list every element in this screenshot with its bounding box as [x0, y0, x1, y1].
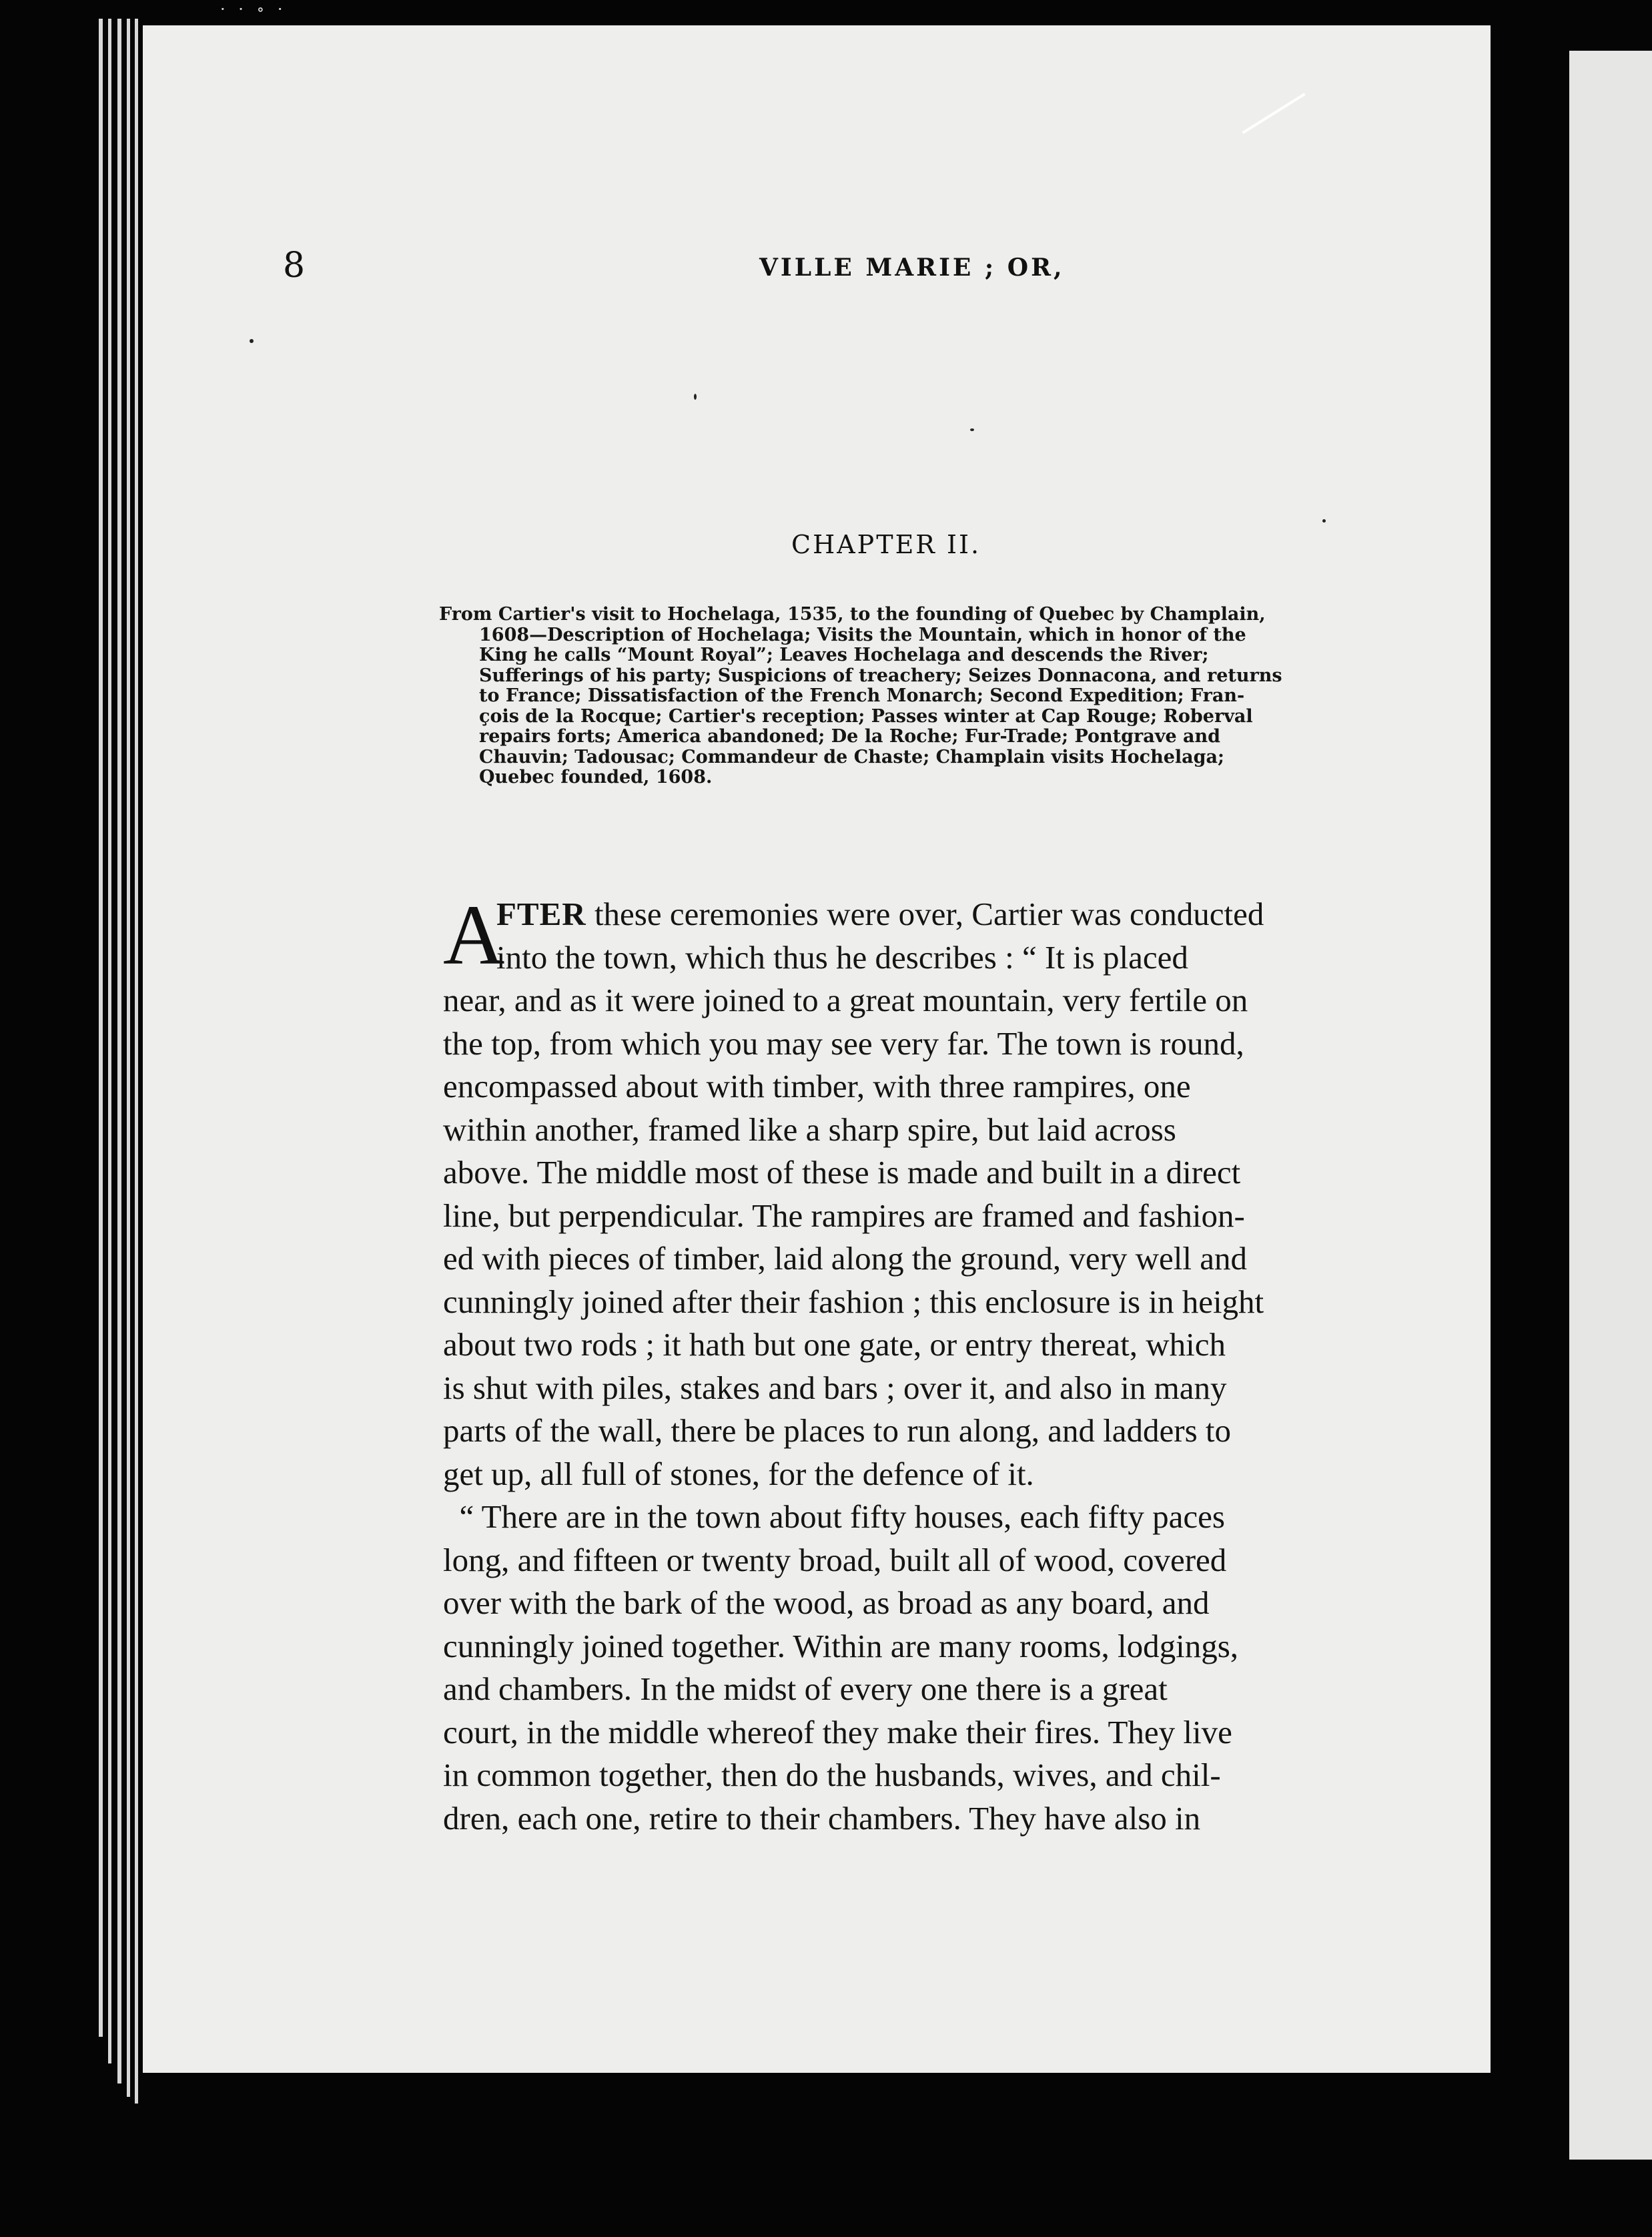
body-text — [443, 888, 1471, 1840]
body-line: cunningly joined together. Within are many rooms, lodgings, — [443, 1627, 1239, 1664]
body-line: the top, from which you may see very far. The town is round, — [443, 1024, 1244, 1062]
first-line-text: these ceremonies were over, Cartier was conducted — [586, 896, 1264, 932]
body-line: long, and fifteen or twenty broad, built all of wood, covered — [443, 1541, 1227, 1578]
body-line — [443, 893, 1471, 936]
page-edge — [108, 19, 111, 2063]
page-edge — [135, 19, 138, 2104]
drop-cap: A — [443, 888, 505, 982]
summary-line: King he calls “Mount Royal”; Leaves Hochelaga and descends the River; — [479, 645, 1209, 665]
top-edge-marks: · · ∘ · — [220, 0, 287, 19]
body-line: get up, all full of stones, for the defence of it. — [443, 1455, 1034, 1492]
body-line: into the town, which thus he describes : “ It is placed — [496, 938, 1188, 976]
body-line: within another, framed like a sharp spire, but laid across — [443, 1110, 1176, 1148]
body-line: in common together, then do the husbands, wives, and chil- — [443, 1756, 1221, 1793]
scan-speck — [250, 339, 254, 343]
body-line: dren, each one, retire to their chambers. They have also in — [443, 1799, 1201, 1837]
body-line: above. The middle most of these is made and built in a direct — [443, 1154, 1241, 1191]
summary-line: çois de la Rocque; Cartier's reception; Passes winter at Cap Rouge; Roberval — [479, 705, 1253, 727]
body-line: line, but perpendicular. The rampires are framed and fashion- — [443, 1197, 1245, 1234]
summary-line: From Cartier's visit to Hochelaga, 1535, to the founding of Quebec by Champlain, — [439, 604, 1266, 625]
body-line: about two rods ; it hath but one gate, or entry thereat, which — [443, 1326, 1226, 1363]
body-line: parts of the wall, there be places to run along, and ladders to — [443, 1412, 1232, 1449]
facing-page-edge — [1569, 51, 1652, 2160]
opening-paragraph-start — [443, 888, 1471, 982]
summary-line: 1608—Description of Hochelaga; Visits the Mountain, which in honor of the — [479, 624, 1246, 645]
body-line: “ There are in the town about fifty houses, each fifty paces — [443, 1498, 1225, 1535]
summary-line: to France; Dissatisfaction of the French Monarch; Second Expedition; Fran- — [479, 685, 1245, 706]
running-head: VILLE MARIE ; OR, — [759, 254, 1065, 282]
body-line: ed with pieces of timber, laid along the ground, very well and — [443, 1240, 1247, 1277]
summary-line: Quebec founded, 1608. — [479, 767, 713, 787]
summary-line: Sufferings of his party; Suspicions of treachery; Seizes Donnacona, and returns — [479, 665, 1282, 686]
body-line: is shut with piles, stakes and bars ; over it, and also in many — [443, 1369, 1227, 1406]
body-line: near, and as it were joined to a great mountain, very fertile on — [443, 982, 1248, 1018]
scan-speck — [970, 428, 974, 431]
page-number: 8 — [283, 246, 306, 286]
scan-scratch — [1242, 93, 1305, 134]
chapter-title: CHAPTER II. — [791, 530, 981, 559]
body-line: encompassed about with timber, with three rampires, one — [443, 1068, 1191, 1104]
summary-line: repairs forts; America abandoned; De la Roche; Fur-Trade; Pontgrave and — [479, 726, 1221, 747]
page-edge — [127, 19, 130, 2097]
first-word: FTER — [496, 896, 586, 932]
scan-speck — [694, 394, 697, 400]
body-line: over with the bark of the wood, as broad as any board, and — [443, 1584, 1210, 1621]
body-line: court, in the middle whereof they make their fires. They live — [443, 1713, 1232, 1750]
body-line: cunningly joined after their fashion ; this enclosure is in height — [443, 1283, 1264, 1320]
body-line: and chambers. In the midst of every one there is a great — [443, 1670, 1168, 1707]
scan-speck — [1322, 519, 1326, 523]
page-edge — [99, 19, 103, 2037]
page-edge — [117, 19, 121, 2084]
summary-line: Chauvin; Tadousac; Commandeur de Chaste; Champlain visits Hochelaga; — [479, 746, 1225, 767]
book-page — [143, 25, 1491, 2073]
chapter-summary — [439, 605, 1473, 788]
